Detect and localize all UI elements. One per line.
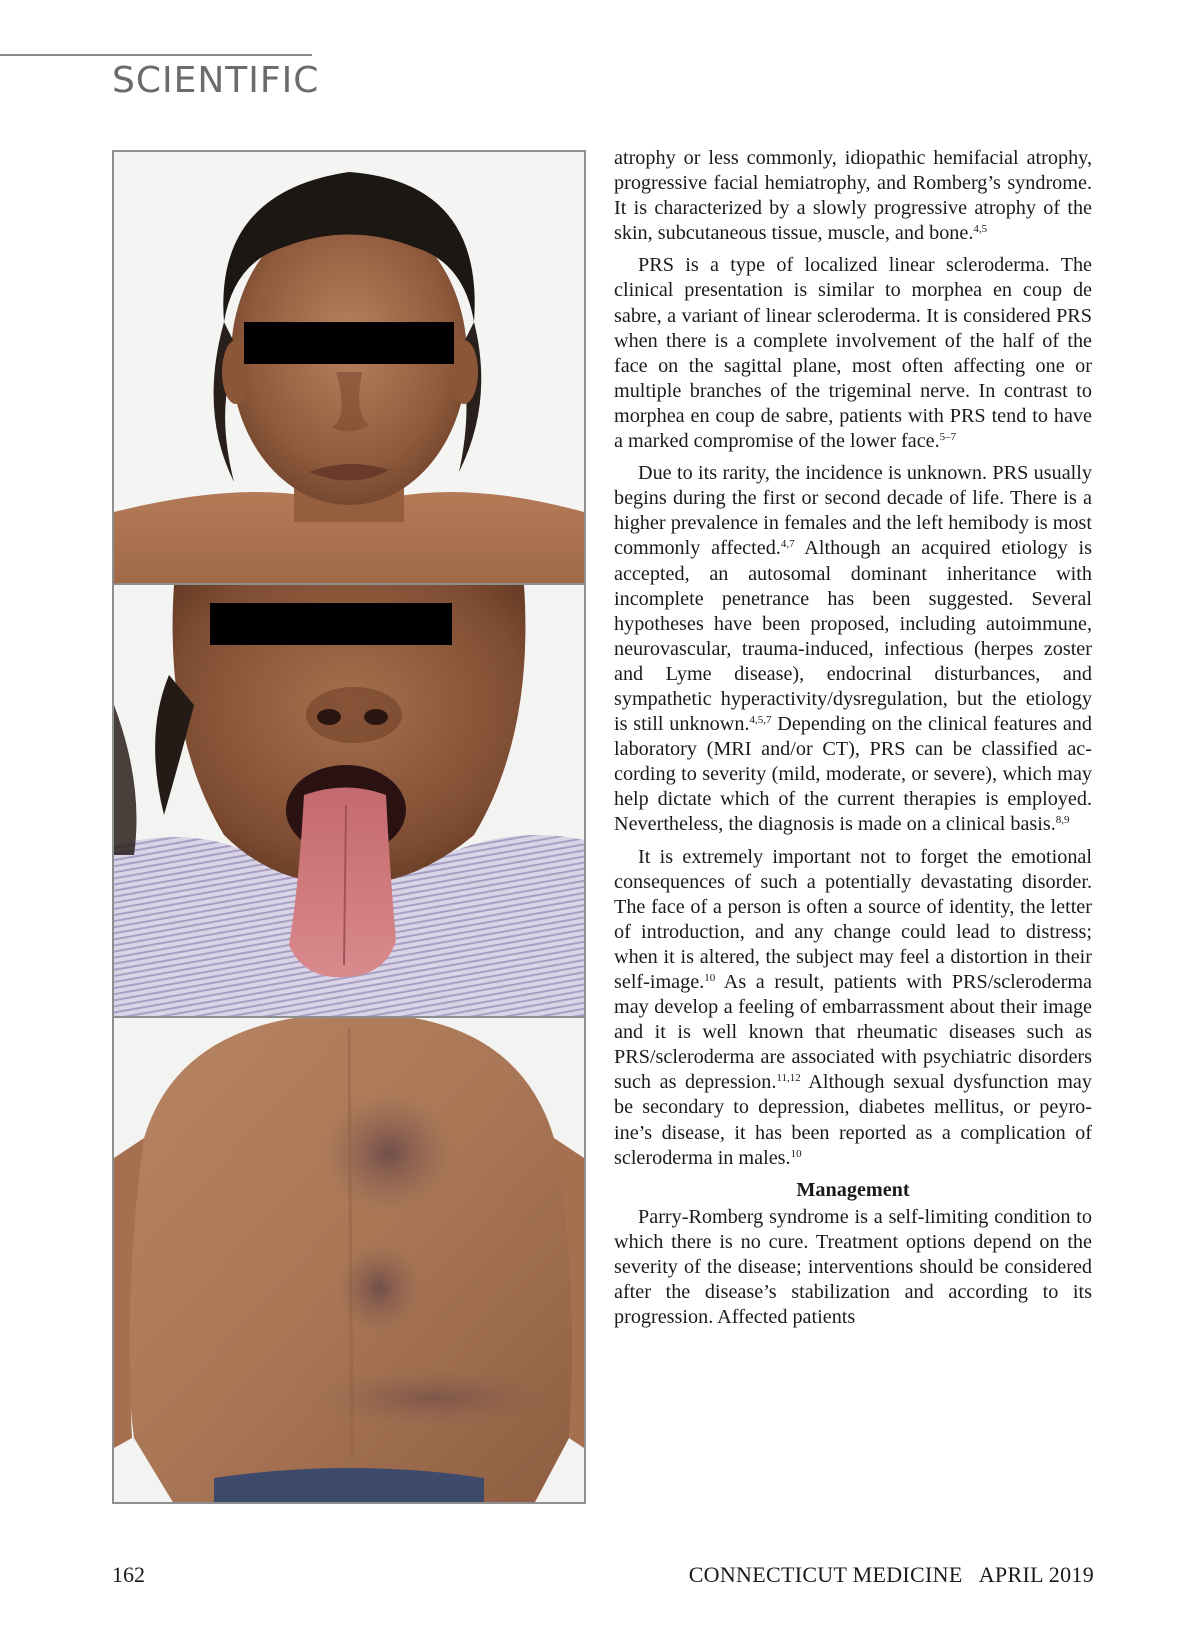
citation-ref: 11,12 xyxy=(776,1072,801,1085)
citation-ref: 4,7 xyxy=(780,538,795,551)
back-photo xyxy=(114,1018,584,1504)
article-body xyxy=(614,146,1092,1337)
face-frontal-photo xyxy=(114,152,584,583)
citation-ref: 10 xyxy=(790,1147,802,1160)
body-paragraph: Due to its rarity, the incidence is unknown. PRS usually begins during the first or second decade of life. There is a higher prevalence in females and the left hemibody is most commonly affected.$^{4,7}$ Although an acquired etiology is accepted, an autosomal dominant inheritance with incomplete penetrance has been suggested. Several hypotheses have been proposed, including autoimmune, neurovascular, trauma-induced, infectious (herpes zoster and Lyme disease), endocrinal disturbances, and sympathetic hyperactivity/dysregulation, but the etiology is still unknown.$^{4,5,7}$ Depending on the clinical features and laboratory (MRI and/or CT), PRS can be classified according to severity (mild, moderate, or severe), which may help dictate which of the current therapies is employed. Nevertheless, the diagnosis is made on a clinical basis.$^{8,9}$ xyxy=(614,462,1092,836)
journal-footer: CONNECTICUT MEDICINE APRIL 2019 xyxy=(688,1562,1094,1587)
header-rule xyxy=(0,54,312,56)
clinical-photo-figure xyxy=(112,150,586,1504)
body-paragraph: atrophy or less commonly, idiopathic hemifacial atrophy, progressive facial hemiatrophy, and Romberg’s syndrome. It is characterized by a slowly progressive atrophy of the skin, subcutaneous tissue, muscle, and bone.$^{4,5}$ xyxy=(614,147,1092,245)
body-paragraph: It is extremely important not to forget the emotional consequences of such a potentially devastating disorder. The face of a person is often a source of identity, the letter of introduction, and any change could lead to distress; when it is altered, the subject may feel a distortion in their self-image.$^{10}$ As a result, patients with PRS/scleroderma may develop a feeling of embarrassment about their image and it is well known that rheumatic diseases such as PRS/scleroderma are associated with psychiatric disorders such as depression.$^{11,12}$ Although sexual dysfunction may be secondary to depression, diabetes mellitus, or peyroine’s disease, it has been reported as a complication of scleroderma in males.$^{10}$ xyxy=(614,845,1092,1169)
citation-ref: 8,9 xyxy=(1055,814,1070,827)
citation-ref: 4,5 xyxy=(973,223,988,236)
eye-redaction-bar xyxy=(244,322,454,364)
face-tongue-protrusion-photo xyxy=(114,585,584,1016)
eye-redaction-bar xyxy=(210,603,452,645)
citation-ref: 4,5,7 xyxy=(749,714,772,727)
section-label: SCIENTIFIC xyxy=(112,60,320,101)
citation-ref: 10 xyxy=(704,972,716,984)
citation-ref: 5–7 xyxy=(939,431,957,444)
page-number: 162 xyxy=(112,1562,145,1587)
body-paragraph: PRS is a type of localized linear scleroderma. The clinical presentation is similar to morphea en coup de sabre, a variant of linear scleroderma. It is considered PRS when there is a complete involvement of the half of the face on the sagittal plane, most often affecting one or multiple branches of the trigeminal nerve. In contrast to morphea en coup de sabre, patients with PRS tend to have a marked compromise of the lower face.$^{5-7}$ xyxy=(614,254,1092,453)
body-paragraph: Parry-Romberg syndrome is a self-limiting condition to which there is no cure. Treatment options depend on the severity of the disease; interventions should be considered after the disease’s stabilization and according to its progression. Affected patients xyxy=(614,1205,1092,1329)
section-heading-management: Management xyxy=(796,1178,910,1201)
